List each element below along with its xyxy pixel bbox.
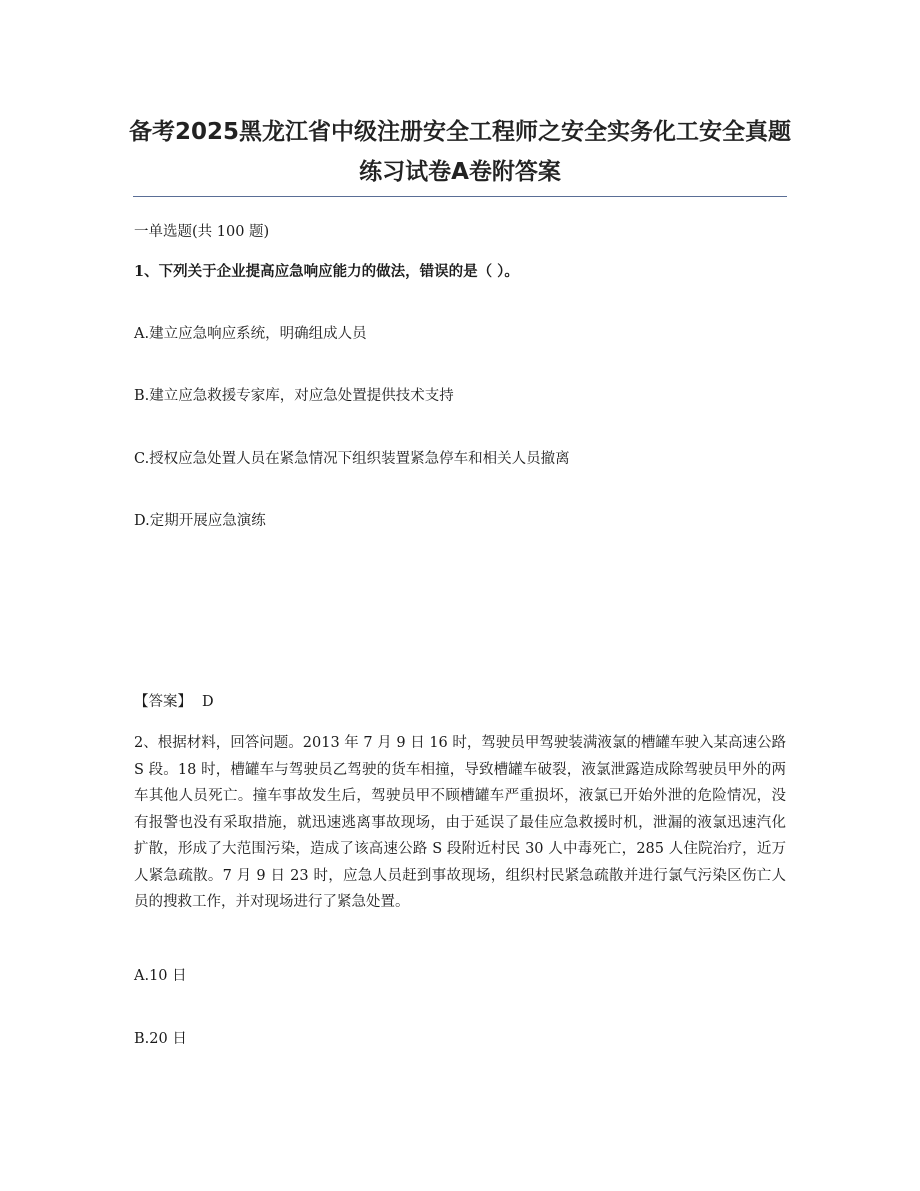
question-1-answer [134, 692, 786, 712]
question-1-option-b: B.建立应急救援专家库，对应急处置提供技术支持 [134, 388, 454, 404]
question-1-option-a: A.建立应急响应系统，明确组成人员 [134, 326, 367, 342]
answer-key: D [202, 694, 214, 710]
question-2-option-b: B.20 日 [134, 1031, 187, 1047]
question-2-option-a: A.10 日 [134, 968, 187, 984]
question-1-option-c: C.授权应急处置人员在紧急情况下组织装置紧急停车和相关人员撤离 [134, 451, 570, 467]
document-title: 备考2025黑龙江省中级注册安全工程师之安全实务化工安全真题练习试卷A卷附答案 [128, 119, 791, 185]
title-divider [133, 196, 787, 197]
question-1-stem: 1、下列关于企业提高应急响应能力的做法，错误的是（ ）。 [134, 263, 519, 280]
answer-label: 【答案】 [134, 694, 192, 710]
section-header: 一单选题(共 100 题) [134, 224, 270, 240]
question-1-option-d: D.定期开展应急演练 [134, 513, 266, 529]
question-2-stem: 2、根据材料，回答问题。2013 年 7 月 9 日 16 时，驾驶员甲驾驶装满液氯的槽罐车驶入某高速公路 S 段。18 时，槽罐车与驾驶员乙驾驶的货车相撞，导致槽罐车破裂，液氯泄露造成除驾驶员甲外的两车其他人员死亡。撞车事故发生后，驾驶员甲不顾槽罐车严重损坏，液氯已开始外泄的危险情况，没有报警也没有采取措施，就迅速逃离事故现场，由于延误了最佳应急救援时机，泄漏的液氯迅速汽化扩散，形成了大范围污染，造成了该高速公路 S 段附近村民 30 人中毒死亡，285 人住院治疗，近万人紧急疏散。7 月 9 日 23 时，应急人员赶到事故现场，组织村民紧急疏散并进行氯气污染区伤亡人员的搜救工作，并对现场进行了紧急处置。 [134, 735, 786, 910]
